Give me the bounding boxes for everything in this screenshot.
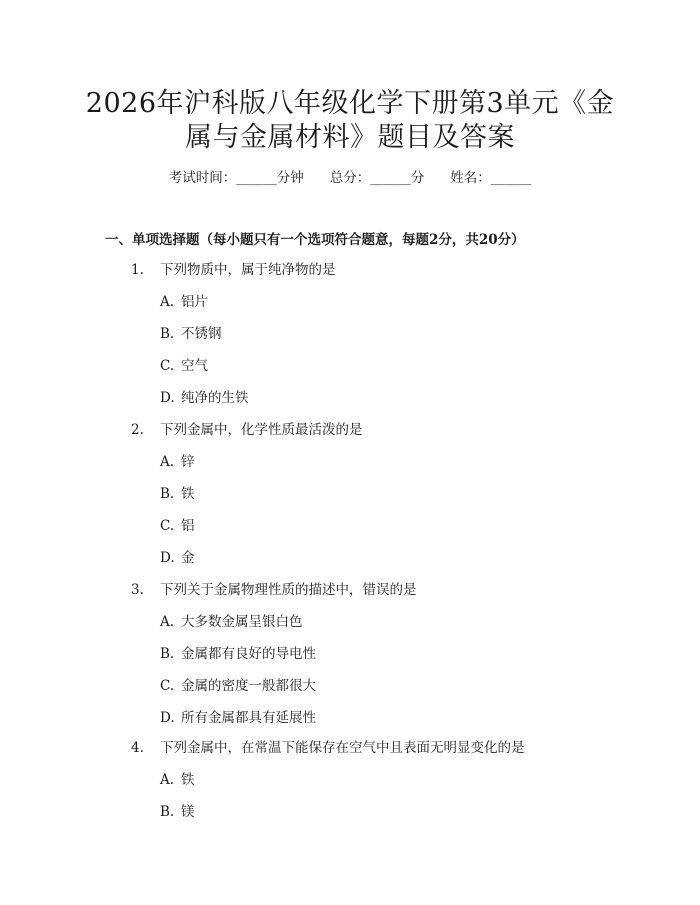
section-heading: 一、单项选择题（每小题只有一个选项符合题意，每题2分，共20分） [105,232,525,248]
option-text: 镁 [181,804,195,820]
exam-time-field: 考试时间：______分钟 [168,170,304,186]
question-text: 下列物质中，属于纯净物的是 [160,262,336,278]
option-label: B. [160,646,175,662]
option-text: 大多数金属呈银白色 [181,614,303,630]
option-text: 铝 [181,518,195,534]
option-text: 铝片 [181,294,208,310]
exam-meta-line [0,168,700,188]
question-number: 4. [131,740,144,756]
option-text: 纯净的生铁 [181,390,249,406]
option-text: 金属都有良好的导电性 [181,646,316,662]
option-text: 所有金属都具有延展性 [181,710,316,726]
option-label: D. [160,550,175,566]
option-label: D. [160,710,175,726]
option-label: B. [160,804,175,820]
question-text: 下列金属中，化学性质最活泼的是 [160,422,363,438]
option-label: A. [160,454,175,470]
question-text: 下列关于金属物理性质的描述中，错误的是 [160,582,417,598]
option-text: 空气 [181,358,208,374]
question-number: 2. [131,422,144,438]
option-text: 铁 [181,772,195,788]
document-title-line-2: 属与金属材料》题目及答案 [185,122,515,153]
option-label: C. [160,518,175,534]
option-label: B. [160,326,175,342]
question-number: 1. [131,262,144,278]
option-label: A. [160,294,175,310]
option-text: 铁 [181,486,195,502]
option-text: 金 [181,550,195,566]
option-text: 不锈钢 [181,326,222,342]
question-number: 3. [131,582,144,598]
option-text: 金属的密度一般都很大 [181,678,316,694]
option-label: A. [160,772,175,788]
option-label: C. [160,678,175,694]
question-text: 下列金属中，在常温下能保存在空气中且表面无明显变化的是 [160,740,525,756]
total-score-field: 总分：______分 [329,170,425,186]
document-title-line-1: 2026年沪科版八年级化学下册第3单元《金 [85,88,615,119]
option-label: D. [160,390,175,406]
option-label: A. [160,614,175,630]
option-label: B. [160,486,175,502]
option-label: C. [160,358,175,374]
student-name-field: 姓名：______ [450,170,532,186]
option-text: 锌 [181,454,195,470]
